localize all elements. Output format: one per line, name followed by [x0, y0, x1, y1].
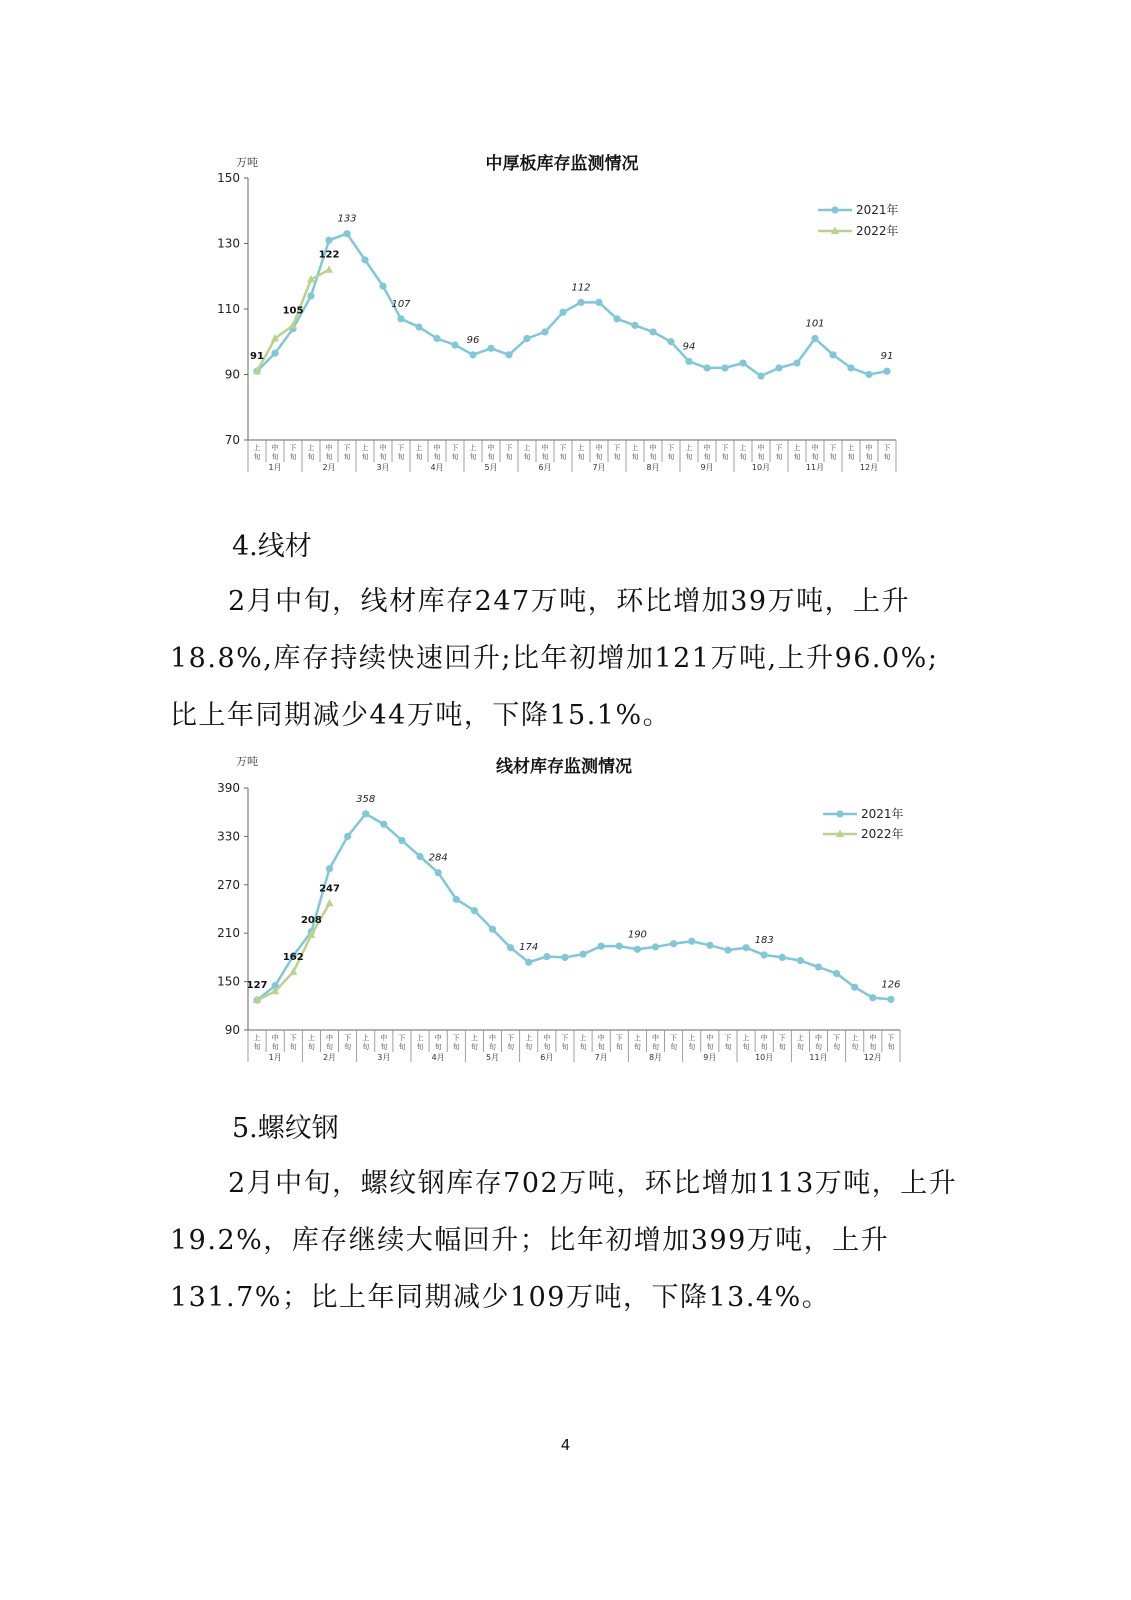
x-period-label: 下 — [778, 1034, 786, 1042]
x-period-label: 旬 — [307, 1043, 315, 1051]
x-period-label: 旬 — [887, 1043, 895, 1051]
x-period-label: 中 — [815, 1034, 822, 1042]
data-point-2021 — [757, 373, 764, 380]
x-period-label: 旬 — [775, 453, 783, 461]
data-label-2021: 126 — [881, 979, 901, 991]
x-period-label: 上 — [685, 444, 693, 452]
data-point-2021 — [670, 940, 677, 947]
x-period-label: 中 — [869, 1034, 877, 1042]
x-period-label: 旬 — [597, 1043, 605, 1051]
data-point-2021 — [724, 947, 731, 954]
data-point-2021 — [326, 865, 333, 872]
x-month-label: 4月 — [431, 1053, 445, 1062]
x-period-label: 旬 — [541, 453, 549, 461]
x-period-label: 上 — [415, 444, 423, 452]
y-tick-label: 210 — [217, 926, 240, 941]
data-label-2021: 94 — [682, 341, 696, 353]
x-period-label: 上 — [851, 1034, 859, 1042]
y-tick-label: 70 — [224, 433, 240, 447]
data-label-2022: 127 — [246, 980, 268, 992]
x-period-label: 旬 — [577, 453, 585, 461]
data-point-2021 — [742, 944, 749, 951]
x-period-label: 旬 — [667, 453, 675, 461]
x-period-label: 上 — [307, 1034, 315, 1042]
x-period-label: 中 — [757, 444, 765, 452]
x-period-label: 旬 — [778, 1043, 786, 1051]
x-period-label: 旬 — [706, 1043, 714, 1051]
y-tick-label: 330 — [217, 829, 240, 844]
y-tick-label: 130 — [217, 236, 240, 251]
plate-inventory-chart — [217, 150, 908, 485]
x-period-label: 旬 — [579, 1043, 587, 1051]
legend-marker — [836, 810, 843, 817]
x-period-label: 下 — [670, 1034, 678, 1042]
x-period-label: 旬 — [361, 453, 369, 461]
x-period-label: 旬 — [433, 453, 441, 461]
data-point-2021 — [325, 237, 332, 244]
x-period-label: 旬 — [559, 453, 567, 461]
data-point-2021 — [616, 943, 623, 950]
x-month-label: 9月 — [703, 1053, 717, 1062]
x-period-label: 旬 — [380, 1043, 388, 1051]
x-period-label: 中 — [380, 1034, 388, 1042]
x-period-label: 下 — [721, 444, 729, 452]
x-period-label: 旬 — [811, 453, 819, 461]
x-period-label: 上 — [579, 1034, 587, 1042]
data-label-2021: 284 — [428, 852, 448, 864]
x-period-label: 旬 — [416, 1043, 424, 1051]
data-point-2021 — [652, 943, 659, 950]
x-period-label: 上 — [742, 1034, 750, 1042]
x-period-label: 中 — [597, 1034, 605, 1042]
y-tick-label: 390 — [217, 781, 240, 795]
x-period-label: 中 — [489, 1034, 496, 1042]
series-line-2021年 — [257, 234, 887, 376]
data-point-2021 — [362, 810, 369, 817]
data-point-2021 — [775, 364, 782, 371]
x-period-label: 中 — [706, 1034, 714, 1042]
x-month-label: 3月 — [377, 1053, 391, 1062]
data-point-2021 — [598, 943, 605, 950]
x-period-label: 旬 — [469, 453, 477, 461]
x-month-label: 5月 — [485, 1053, 500, 1062]
x-period-label: 旬 — [742, 1043, 750, 1051]
x-month-label: 7月 — [592, 463, 606, 472]
x-month-label: 1月 — [268, 1053, 282, 1062]
data-point-2021 — [797, 957, 804, 964]
x-period-label: 上 — [739, 444, 747, 452]
x-month-label: 10月 — [751, 463, 771, 472]
x-period-label: 下 — [613, 444, 621, 452]
x-period-label: 上 — [633, 1034, 641, 1042]
x-period-label: 旬 — [271, 1043, 279, 1051]
x-period-label: 下 — [343, 444, 351, 452]
x-month-label: 2月 — [322, 1053, 337, 1062]
data-point-2021 — [721, 364, 728, 371]
x-period-label: 旬 — [847, 453, 855, 461]
x-period-label: 旬 — [883, 453, 891, 461]
x-period-label: 旬 — [724, 1043, 732, 1051]
x-period-label: 旬 — [452, 1043, 460, 1051]
data-point-2021 — [851, 984, 858, 991]
x-period-label: 下 — [559, 444, 567, 452]
x-period-label: 下 — [451, 444, 459, 452]
x-period-label: 中 — [649, 444, 657, 452]
x-period-label: 上 — [362, 1034, 370, 1042]
data-point-2021 — [703, 364, 710, 371]
x-period-label: 下 — [398, 1034, 406, 1042]
x-period-label: 旬 — [793, 453, 801, 461]
x-period-label: 旬 — [865, 453, 873, 461]
x-period-label: 上 — [253, 444, 261, 452]
data-point-2021 — [577, 299, 584, 306]
data-label-2021: 96 — [466, 334, 480, 346]
y-tick-label: 110 — [217, 302, 240, 316]
x-month-label: 10月 — [755, 1053, 774, 1062]
x-period-label: 下 — [452, 1034, 460, 1042]
data-point-2021 — [471, 907, 478, 914]
data-label-2021: 174 — [519, 942, 539, 954]
data-point-2021 — [829, 351, 836, 358]
x-period-label: 上 — [793, 444, 801, 452]
x-period-label: 旬 — [415, 453, 423, 461]
x-period-label: 上 — [253, 1034, 261, 1042]
x-month-label: 12月 — [859, 463, 879, 472]
x-period-label: 上 — [796, 1034, 804, 1042]
x-period-label: 中 — [433, 444, 441, 452]
x-period-label: 中 — [865, 444, 873, 452]
x-period-label: 旬 — [525, 1043, 533, 1051]
x-period-label: 旬 — [869, 1043, 877, 1051]
x-period-label: 旬 — [757, 453, 765, 461]
x-month-label: 11月 — [809, 1053, 828, 1062]
data-point-2021 — [505, 351, 512, 358]
data-point-2021 — [433, 335, 440, 342]
x-period-label: 旬 — [253, 453, 261, 461]
x-period-label: 旬 — [688, 1043, 696, 1051]
data-point-2022 — [325, 265, 333, 273]
x-period-label: 旬 — [851, 1043, 859, 1051]
x-period-label: 旬 — [615, 1043, 623, 1051]
x-period-label: 旬 — [307, 453, 315, 461]
x-period-label: 旬 — [289, 453, 297, 461]
legend-label: 2022年 — [856, 224, 899, 238]
data-point-2021 — [561, 954, 568, 961]
x-period-label: 中 — [271, 444, 279, 452]
x-month-label: 8月 — [648, 1053, 663, 1062]
legend-label: 2022年 — [861, 827, 904, 841]
x-period-label: 中 — [487, 444, 495, 452]
x-period-label: 下 — [561, 1034, 569, 1042]
data-point-2021 — [271, 350, 278, 357]
data-point-2021 — [489, 926, 496, 933]
wire-inventory-chart — [217, 752, 908, 1072]
data-label-2022: 122 — [318, 249, 340, 261]
data-point-2021 — [685, 358, 692, 365]
x-month-label: 1月 — [268, 463, 282, 472]
data-point-2021 — [469, 351, 476, 358]
x-period-label: 旬 — [760, 1043, 768, 1051]
x-period-label: 下 — [833, 1034, 841, 1042]
x-period-label: 旬 — [796, 1043, 804, 1051]
data-point-2021 — [688, 938, 695, 945]
x-period-label: 下 — [667, 444, 675, 452]
x-month-label: 8月 — [646, 463, 660, 472]
data-label-2021: 133 — [337, 213, 357, 225]
x-month-label: 5月 — [484, 463, 498, 472]
data-label-2021: 107 — [391, 298, 411, 310]
x-period-label: 旬 — [833, 1043, 841, 1051]
x-month-label: 6月 — [538, 463, 552, 472]
data-point-2021 — [507, 944, 514, 951]
page-number: 4 — [560, 1436, 571, 1454]
section-heading-rebar: 5.螺纹钢 — [232, 1113, 339, 1144]
x-period-label: 旬 — [470, 1043, 478, 1051]
data-label-2022: 91 — [250, 351, 264, 363]
x-period-label: 旬 — [652, 1043, 659, 1051]
data-point-2021 — [435, 869, 442, 876]
data-label-2022: 105 — [282, 305, 304, 317]
x-period-label: 旬 — [703, 453, 711, 461]
unit-label: 万吨 — [236, 156, 258, 169]
x-period-label: 下 — [615, 1034, 623, 1042]
x-period-label: 中 — [271, 1034, 279, 1042]
x-period-label: 上 — [688, 1034, 696, 1042]
x-period-label: 旬 — [543, 1043, 551, 1051]
y-tick-label: 270 — [217, 877, 240, 892]
data-point-2021 — [634, 946, 641, 953]
data-point-2021 — [541, 328, 548, 335]
data-point-2021 — [379, 282, 386, 289]
x-period-label: 旬 — [398, 1043, 406, 1051]
x-period-label: 上 — [307, 444, 315, 452]
data-point-2021 — [739, 359, 746, 366]
x-period-label: 下 — [887, 1034, 895, 1042]
data-point-2021 — [397, 315, 404, 322]
x-period-label: 中 — [543, 1034, 551, 1042]
section-heading-wire: 4.线材 — [232, 531, 312, 562]
data-point-2021 — [487, 345, 494, 352]
x-period-label: 旬 — [613, 453, 621, 461]
data-point-2021 — [883, 368, 890, 375]
x-period-label: 上 — [470, 1034, 478, 1042]
x-period-label: 旬 — [815, 1043, 822, 1051]
data-point-2021 — [595, 299, 602, 306]
section-paragraph-rebar: 2月中旬，螺纹钢库存702万吨，环比增加113万吨，上升19.2%，库存继续大幅回升；比年初增加399万吨，上升131.7%；比上年同期减少109万吨，下降13.4%。 — [170, 1168, 958, 1313]
x-period-label: 旬 — [344, 1043, 352, 1051]
x-period-label: 旬 — [326, 1043, 333, 1051]
data-point-2021 — [811, 335, 818, 342]
data-point-2021 — [543, 953, 550, 960]
x-period-label: 上 — [577, 444, 585, 452]
data-label-2022: 208 — [300, 914, 322, 926]
x-month-label: 3月 — [376, 463, 390, 472]
x-period-label: 下 — [397, 444, 405, 452]
data-point-2021 — [523, 335, 530, 342]
data-label-2021: 91 — [880, 351, 894, 363]
y-tick-label: 90 — [224, 367, 240, 382]
data-point-2021 — [793, 359, 800, 366]
data-point-2021 — [869, 994, 876, 1001]
x-period-label: 旬 — [379, 453, 387, 461]
data-point-2021 — [887, 996, 894, 1003]
legend-label: 2021年 — [856, 203, 899, 217]
data-point-2021 — [579, 951, 586, 958]
x-period-label: 旬 — [505, 453, 513, 461]
x-period-label: 旬 — [362, 1043, 370, 1051]
wire-inventory-chart-svg — [217, 752, 908, 1072]
data-point-2021 — [361, 256, 368, 263]
x-period-label: 中 — [541, 444, 549, 452]
x-period-label: 旬 — [595, 453, 603, 461]
x-period-label: 中 — [325, 444, 333, 452]
x-period-label: 中 — [326, 1034, 333, 1042]
data-point-2021 — [613, 315, 620, 322]
data-point-2021 — [343, 230, 350, 237]
x-period-label: 下 — [724, 1034, 732, 1042]
x-period-label: 中 — [703, 444, 711, 452]
x-period-label: 上 — [525, 1034, 533, 1042]
data-point-2021 — [865, 371, 872, 378]
x-period-label: 中 — [760, 1034, 768, 1042]
data-point-2021 — [706, 942, 713, 949]
legend-label: 2021年 — [861, 807, 904, 821]
x-period-label: 下 — [883, 444, 891, 452]
x-period-label: 旬 — [670, 1043, 678, 1051]
data-point-2021 — [559, 309, 566, 316]
x-period-label: 上 — [631, 444, 639, 452]
x-period-label: 旬 — [523, 453, 531, 461]
x-period-label: 上 — [847, 444, 855, 452]
data-point-2021 — [415, 323, 422, 330]
chart-title: 中厚板库存监测情况 — [485, 154, 639, 174]
x-period-label: 下 — [507, 1034, 515, 1042]
unit-label: 万吨 — [236, 755, 258, 768]
y-tick-label: 150 — [217, 171, 240, 185]
x-month-label: 11月 — [805, 463, 825, 472]
x-period-label: 旬 — [434, 1043, 442, 1051]
data-label-2021: 183 — [754, 934, 774, 946]
x-period-label: 中 — [379, 444, 387, 452]
x-period-label: 旬 — [721, 453, 729, 461]
x-month-label: 6月 — [540, 1053, 554, 1062]
data-point-2021 — [525, 959, 532, 966]
data-point-2021 — [815, 963, 822, 970]
x-period-label: 上 — [469, 444, 477, 452]
data-point-2021 — [649, 328, 656, 335]
data-label-2021: 358 — [356, 793, 376, 805]
data-point-2021 — [847, 364, 854, 371]
x-period-label: 下 — [505, 444, 513, 452]
data-label-2021: 112 — [571, 282, 591, 294]
x-month-label: 7月 — [594, 1053, 608, 1062]
x-period-label: 旬 — [631, 453, 639, 461]
x-period-label: 旬 — [685, 453, 693, 461]
data-point-2022 — [326, 899, 334, 907]
x-period-label: 下 — [289, 1034, 297, 1042]
y-tick-label: 150 — [217, 974, 240, 989]
data-point-2021 — [833, 970, 840, 977]
data-label-2021: 190 — [627, 929, 647, 941]
x-period-label: 旬 — [739, 453, 747, 461]
data-point-2021 — [761, 951, 768, 958]
data-point-2021 — [344, 833, 351, 840]
legend-marker — [831, 206, 838, 213]
data-label-2022: 162 — [282, 951, 304, 963]
x-period-label: 旬 — [633, 1043, 641, 1051]
data-point-2021 — [453, 896, 460, 903]
x-period-label: 旬 — [397, 453, 405, 461]
x-period-label: 旬 — [487, 453, 495, 461]
x-period-label: 旬 — [649, 453, 657, 461]
section-paragraph-wire: 2月中旬，线材库存247万吨，环比增加39万吨，上升18.8%,库存持续快速回升;比年初增加121万吨,上升96.0%;比上年同期减少44万吨，下降15.1%。 — [170, 586, 939, 731]
x-month-label: 4月 — [430, 463, 444, 472]
x-period-label: 旬 — [561, 1043, 569, 1051]
chart-title: 线材库存监测情况 — [496, 757, 632, 777]
x-period-label: 下 — [344, 1034, 352, 1042]
x-period-label: 旬 — [325, 453, 333, 461]
x-period-label: 上 — [523, 444, 531, 452]
data-point-2021 — [451, 341, 458, 348]
x-period-label: 上 — [416, 1034, 424, 1042]
series-line-2022年 — [257, 270, 329, 372]
x-period-label: 旬 — [343, 453, 351, 461]
x-month-label: 12月 — [863, 1053, 882, 1062]
x-period-label: 旬 — [451, 453, 459, 461]
x-period-label: 中 — [811, 444, 819, 452]
data-point-2021 — [779, 954, 786, 961]
data-point-2021 — [416, 853, 423, 860]
x-period-label: 下 — [829, 444, 837, 452]
plate-inventory-chart-svg — [217, 150, 908, 485]
data-point-2021 — [631, 322, 638, 329]
data-point-2021 — [398, 837, 405, 844]
x-period-label: 中 — [595, 444, 603, 452]
x-period-label: 下 — [775, 444, 783, 452]
x-period-label: 上 — [361, 444, 369, 452]
x-period-label: 旬 — [829, 453, 837, 461]
x-period-label: 旬 — [489, 1043, 496, 1051]
data-point-2021 — [307, 292, 314, 299]
x-period-label: 下 — [289, 444, 297, 452]
x-period-label: 旬 — [289, 1043, 297, 1051]
x-period-label: 旬 — [271, 453, 279, 461]
y-tick-label: 90 — [224, 1023, 240, 1037]
data-label-2021: 101 — [805, 318, 825, 330]
x-period-label: 旬 — [507, 1043, 515, 1051]
x-period-label: 旬 — [253, 1043, 261, 1051]
x-month-label: 9月 — [700, 463, 714, 472]
x-month-label: 2月 — [322, 463, 336, 472]
data-label-2022: 247 — [319, 883, 340, 895]
x-period-label: 中 — [434, 1034, 442, 1042]
series-line-2021年 — [257, 814, 891, 1000]
data-point-2021 — [667, 338, 674, 345]
data-point-2021 — [380, 821, 387, 828]
x-period-label: 中 — [652, 1034, 659, 1042]
